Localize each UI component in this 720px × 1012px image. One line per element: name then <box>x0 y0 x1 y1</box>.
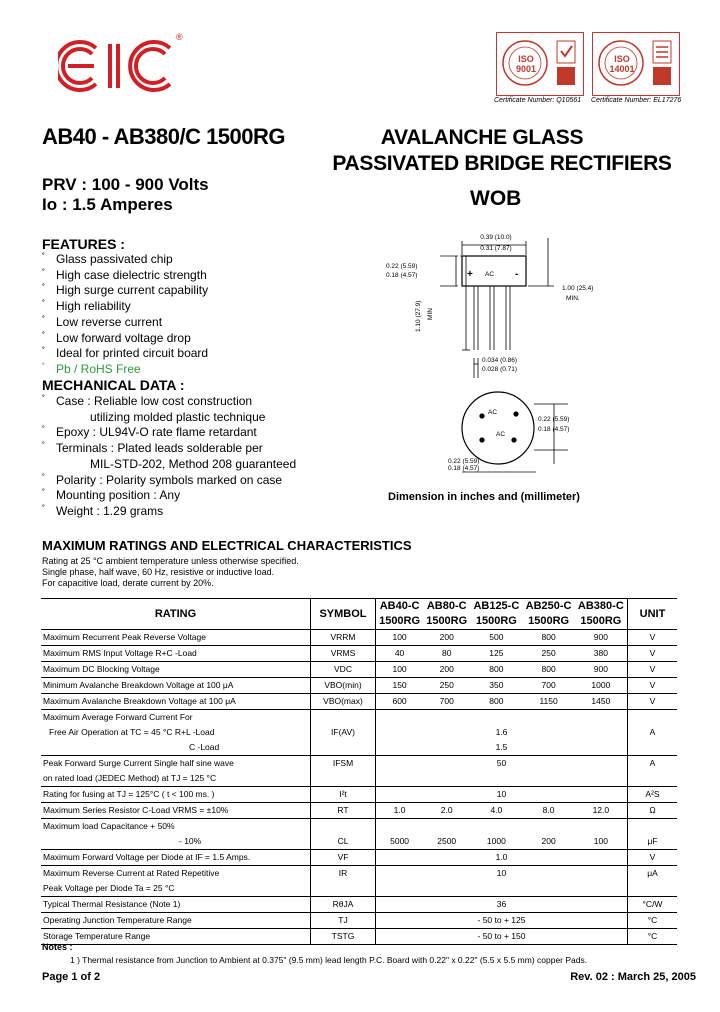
table-row-ir-2 <box>41 881 677 897</box>
mechanical-text: Case : Reliable low cost construction <box>56 394 253 408</box>
header-part-4: AB250-C <box>522 599 574 615</box>
rating-symbol: VRRM <box>311 630 376 646</box>
mechanical-text: Mounting position : Any <box>56 488 181 503</box>
vf-symbol: VF <box>311 850 376 866</box>
table-row-ts <box>41 929 677 945</box>
bullet-icon: ˚ <box>42 299 45 310</box>
notes-heading: Notes : <box>42 942 73 952</box>
header-part-4-suffix: 1500RG <box>528 615 570 627</box>
bullet-icon: ˚ <box>42 361 45 372</box>
dimension-drawing <box>378 228 678 498</box>
dim-total-min: MIN <box>427 308 434 320</box>
i2t-unit: A²S <box>628 787 678 803</box>
table-row-ifsm-2 <box>41 771 677 787</box>
table-row-cl-2 <box>41 834 677 850</box>
dim-bottom-w1: 0.22 (5.59) <box>448 458 480 465</box>
feature-item <box>42 252 173 266</box>
table-row-tj <box>41 913 677 929</box>
bullet-icon: ˚ <box>42 394 45 404</box>
ifav-unit: A <box>628 725 678 740</box>
header-part-2: AB80-C <box>423 599 470 615</box>
rating-label: Maximum Recurrent Peak Reverse Voltage <box>41 630 311 646</box>
rth-value: 36 <box>376 897 628 913</box>
part-number: AB40 - AB380/C 1500RG <box>42 124 286 149</box>
ifsm-label-1: Peak Forward Surge Current Single half sine wave <box>41 756 311 772</box>
diagram-bottom-ac2: AC <box>496 431 506 438</box>
revision: Rev. 02 : March 25, 2005 <box>570 971 696 983</box>
mechanical-text: utilizing molded plastic technique <box>90 409 266 424</box>
simple-rows <box>41 630 677 710</box>
cl-label-1: Maximum load Capacitance + 50% <box>41 819 311 835</box>
table-row <box>41 662 677 678</box>
mechanical-heading: MECHANICAL DATA : <box>42 377 185 393</box>
rating-symbol: VRMS <box>311 646 376 662</box>
rt-symbol: RT <box>311 803 376 819</box>
io-spec: Io : 1.5 Amperes <box>42 195 173 214</box>
cl-value-4: 200 <box>541 836 556 846</box>
table-row <box>41 646 677 662</box>
rating-value: 350 <box>470 678 522 694</box>
dim-total-h: 1.10 (27.9) <box>415 300 422 332</box>
title-line1: AVALANCHE GLASS <box>380 126 584 149</box>
ts-symbol: TSTG <box>311 929 376 945</box>
ratings-table <box>41 598 677 945</box>
tj-value: - 50 to + 125 <box>376 913 628 929</box>
rating-value: 800 <box>470 662 522 678</box>
bullet-icon: ˚ <box>42 314 45 325</box>
bullet-icon: ˚ <box>42 472 45 483</box>
table-row <box>41 694 677 710</box>
rt-value-1: 1.0 <box>376 803 424 819</box>
rating-value: 250 <box>423 678 470 694</box>
dim-left-h2: 0.18 (4.57) <box>386 272 418 279</box>
feature-item <box>42 346 208 360</box>
bullet-icon: ˚ <box>42 330 45 341</box>
ifav-label-1: Maximum Average Forward Current For <box>41 710 311 726</box>
rt-label: Maximum Series Resistor C-Load VRMS = ±10% <box>41 803 311 819</box>
feature-item <box>42 268 207 282</box>
rating-unit: V <box>628 694 678 710</box>
ts-unit: °C <box>628 929 678 945</box>
cl-label-2: - 10% <box>179 836 202 846</box>
eic-logo-mark <box>58 36 188 96</box>
rating-value: 600 <box>376 694 424 710</box>
mechanical-text: MIL-STD-202, Method 208 guaranteed <box>90 456 297 471</box>
mechanical-item <box>42 441 263 455</box>
dim-lead-min: MIN. <box>566 295 580 302</box>
rating-value: 250 <box>522 646 574 662</box>
rth-label: Typical Thermal Resistance (Note 1) <box>41 897 311 913</box>
rating-label: Minimum Avalanche Breakdown Voltage at 100 μA <box>41 678 311 694</box>
rating-unit: V <box>628 678 678 694</box>
vf-unit: V <box>628 850 678 866</box>
iso14001-caption: Certificate Number: EL17276 <box>591 97 682 104</box>
i2t-value: 10 <box>376 787 628 803</box>
table-row-ifav-3 <box>41 740 677 756</box>
registered-mark: ® <box>176 32 183 42</box>
header-part-5-suffix: 1500RG <box>580 615 622 627</box>
mechanical-item <box>42 425 257 439</box>
rating-value: 800 <box>522 662 574 678</box>
mechanical-item <box>42 473 282 487</box>
cl-value-3: 1000 <box>486 836 506 846</box>
dim-lead-length: 1.00 (25.4) <box>562 285 594 292</box>
rating-value: 1150 <box>522 694 574 710</box>
tj-symbol: TJ <box>311 913 376 929</box>
rating-value: 150 <box>376 678 424 694</box>
features-heading: FEATURES : <box>42 236 125 252</box>
mechanical-item <box>42 394 252 408</box>
ifsm-value: 50 <box>376 756 628 772</box>
rating-value: 900 <box>575 662 628 678</box>
rating-value: 40 <box>376 646 424 662</box>
table-row <box>41 678 677 694</box>
rating-symbol: VDC <box>311 662 376 678</box>
i2t-symbol: I²t <box>311 787 376 803</box>
mechanical-item <box>42 410 265 424</box>
table-row-rt <box>41 803 677 819</box>
rating-symbol: VBO(min) <box>311 678 376 694</box>
rating-unit: V <box>628 630 678 646</box>
feature-item <box>42 299 131 313</box>
rating-label: Maximum DC Blocking Voltage <box>41 662 311 678</box>
dim-lead-dia-1: 0.034 (0.86) <box>482 357 518 364</box>
feature-item <box>42 315 162 329</box>
bullet-icon: ˚ <box>42 267 45 278</box>
ifav-value-2: 1.5 <box>376 740 628 756</box>
ir-symbol: IR <box>311 866 376 882</box>
rating-value: 200 <box>423 630 470 646</box>
table-row-cl <box>41 819 677 835</box>
bullet-icon: ˚ <box>42 503 45 514</box>
dim-left-h1: 0.22 (5.59) <box>386 263 418 270</box>
ifav-label-3: C -Load <box>189 742 220 752</box>
bullet-icon: ˚ <box>42 346 45 357</box>
header-part-2-suffix: 1500RG <box>426 615 468 627</box>
table-row-ifav <box>41 710 677 726</box>
table-row-ifsm <box>41 756 677 772</box>
ifav-value-1: 1.6 <box>376 725 628 740</box>
header-part-1: AB40-C <box>376 599 424 615</box>
bullet-icon: ˚ <box>42 488 45 499</box>
ir-label-1: Maximum Reverse Current at Rated Repetitive <box>41 866 311 882</box>
table-header <box>41 599 677 615</box>
rating-label: Maximum Avalanche Breakdown Voltage at 100 μA <box>41 694 311 710</box>
eic-logo <box>58 32 188 96</box>
header-rating: RATING <box>41 599 311 630</box>
diagram-plus: + <box>467 269 473 280</box>
cl-value-2: 2500 <box>437 836 457 846</box>
iso9001-caption: Certificate Number: Q10561 <box>494 97 582 104</box>
rt-value-2: 2.0 <box>423 803 470 819</box>
title-line2: PASSIVATED BRIDGE RECTIFIERS <box>332 152 672 175</box>
diagram-bottom-ac1: AC <box>488 409 498 416</box>
table-row-ir <box>41 866 677 882</box>
rating-value: 700 <box>522 678 574 694</box>
header-part-5: AB380-C <box>575 599 628 615</box>
dim-top-width-2: 0.31 (7.87) <box>480 245 512 252</box>
mechanical-item <box>42 488 180 502</box>
header-part-3: AB125-C <box>470 599 522 615</box>
rt-value-5: 12.0 <box>575 803 628 819</box>
rating-value: 380 <box>575 646 628 662</box>
package-diagram <box>378 228 678 508</box>
ifsm-label-2: on rated load (JEDEC Method) at TJ = 125 °C <box>43 773 217 783</box>
bullet-icon: ˚ <box>42 441 45 452</box>
feature-text: High case dielectric strength <box>56 267 207 282</box>
rating-value: 800 <box>470 694 522 710</box>
dim-top-width: 0.39 (10.0) <box>480 234 512 241</box>
dim-bottom-w2: 0.18 (4.57) <box>448 465 480 472</box>
feature-text: High reliability <box>56 299 131 314</box>
header-part-1-suffix: 1500RG <box>376 614 424 630</box>
mechanical-text: Epoxy : UL94V-O rate flame retardant <box>56 425 257 440</box>
feature-text: Glass passivated chip <box>56 252 173 266</box>
rating-value: 80 <box>423 646 470 662</box>
cl-value-1: 5000 <box>376 834 424 850</box>
ts-value: - 50 to + 150 <box>376 929 628 945</box>
rating-value: 200 <box>423 662 470 678</box>
dim-lead-dia-2: 0.028 (0.71) <box>482 366 518 373</box>
rating-value: 800 <box>522 630 574 646</box>
rth-symbol: RθJA <box>311 897 376 913</box>
ratings-note-2: Single phase, half wave, 60 Hz, resistive or inductive load. <box>42 567 275 577</box>
ir-unit: μA <box>628 866 678 882</box>
iso9001-badge <box>496 32 584 96</box>
tj-label: Operating Junction Temperature Range <box>41 913 311 929</box>
dim-bottom-r2: 0.18 (4.57) <box>538 426 570 433</box>
rating-value: 500 <box>470 630 522 646</box>
feature-item <box>42 331 191 345</box>
iso14001-label: ISO 14001 <box>609 54 635 74</box>
feature-text: High surge current capability <box>56 283 209 298</box>
rating-value: 700 <box>423 694 470 710</box>
feature-item <box>42 362 141 376</box>
cl-unit: μF <box>628 834 678 850</box>
iso14001-badge <box>592 32 680 96</box>
feature-text: Low forward voltage drop <box>56 330 191 345</box>
rating-value: 1450 <box>575 694 628 710</box>
rating-value: 100 <box>376 662 424 678</box>
bullet-icon: ˚ <box>42 425 45 436</box>
feature-item <box>42 283 208 297</box>
ifsm-symbol: IFSM <box>311 756 376 772</box>
rating-value: 100 <box>376 630 424 646</box>
rating-unit: V <box>628 662 678 678</box>
mechanical-item <box>42 504 163 518</box>
cl-value-5: 100 <box>593 836 608 846</box>
rt-value-3: 4.0 <box>470 803 522 819</box>
mechanical-item <box>42 457 296 471</box>
rating-value: 125 <box>470 646 522 662</box>
mechanical-text: Weight : 1.29 grams <box>56 503 164 518</box>
table-row <box>41 630 677 646</box>
ifsm-unit: A <box>628 756 678 772</box>
dimension-caption: Dimension in inches and (millimeter) <box>388 491 580 503</box>
prv-spec: PRV : 100 - 900 Volts <box>42 175 209 194</box>
vf-label: Maximum Forward Voltage per Diode at IF = 1.5 Amps. <box>41 850 311 866</box>
rating-label: Maximum RMS Input Voltage R+C -Load <box>41 646 311 662</box>
vf-value: 1.0 <box>376 850 628 866</box>
dim-bottom-r1: 0.22 (5.59) <box>538 416 570 423</box>
tj-unit: °C <box>628 913 678 929</box>
rt-unit: Ω <box>628 803 678 819</box>
ir-value: 10 <box>376 866 628 882</box>
iso9001-label: ISO 9001 <box>515 54 537 74</box>
ratings-note-1: Rating at 25 °C ambient temperature unless otherwise specified. <box>42 556 299 566</box>
ratings-note-3: For capacitive load, derate current by 20%. <box>42 578 214 588</box>
header-part-3-suffix: 1500RG <box>475 615 517 627</box>
ifav-symbol: IF(AV) <box>311 725 376 740</box>
diagram-minus: - <box>515 269 519 280</box>
package-name: WOB <box>470 187 522 210</box>
mechanical-text: Polarity : Polarity symbols marked on case <box>56 472 283 487</box>
ifav-label-2: Free Air Operation at TC = 45 °C R+L -Load <box>49 727 215 737</box>
ts-label: Storage Temperature Range <box>41 929 311 945</box>
rt-value-4: 8.0 <box>522 803 574 819</box>
feature-text: Low reverse current <box>56 314 163 329</box>
table-row-vf <box>41 850 677 866</box>
rating-value: 900 <box>575 630 628 646</box>
table-row-ifav-2 <box>41 725 677 740</box>
ratings-heading: MAXIMUM RATINGS AND ELECTRICAL CHARACTERISTICS <box>42 538 412 553</box>
cl-symbol: CL <box>311 834 376 850</box>
table-row-rth <box>41 897 677 913</box>
mechanical-text: Terminals : Plated leads solderable per <box>56 441 263 456</box>
diagram-ac-label: AC <box>485 271 495 278</box>
header-unit: UNIT <box>628 599 678 630</box>
table-row-i2t <box>41 787 677 803</box>
rating-value: 1000 <box>575 678 628 694</box>
feature-text: Pb / RoHS Free <box>56 361 141 376</box>
i2t-label: Rating for fusing at TJ = 125°C ( t < 100 ms. ) <box>41 787 311 803</box>
rating-symbol: VBO(max) <box>311 694 376 710</box>
page-number: Page 1 of 2 <box>42 971 101 983</box>
rth-unit: °C/W <box>628 897 678 913</box>
bullet-icon: ˚ <box>42 252 45 262</box>
header-symbol: SYMBOL <box>311 599 376 630</box>
rating-unit: V <box>628 646 678 662</box>
feature-text: Ideal for printed circuit board <box>56 346 209 361</box>
ir-label-2: Peak Voltage per Diode Ta = 25 °C <box>43 883 175 893</box>
bullet-icon: ˚ <box>42 283 45 294</box>
note-1: 1 ) Thermal resistance from Junction to Ambient at 0.375" (9.5 mm) lead length P.C. Board with 0.22" x 0.22" (5.5 x 5.5 mm) copper Pads. <box>70 955 588 965</box>
